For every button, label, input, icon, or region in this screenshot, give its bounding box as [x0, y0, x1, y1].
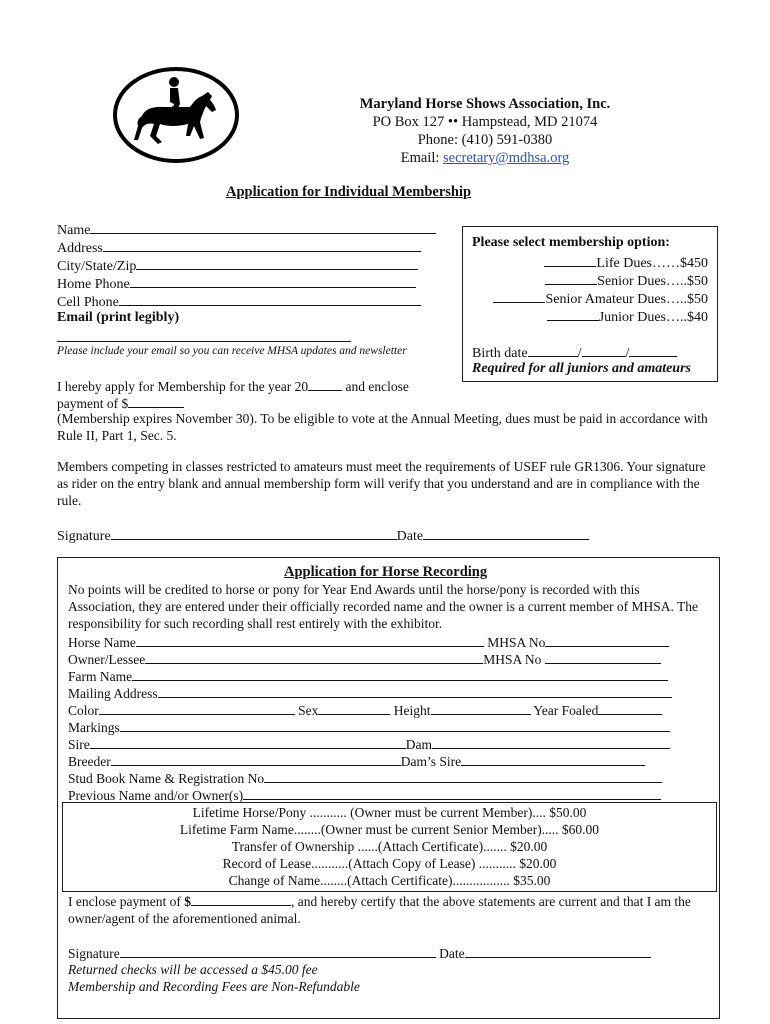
- apply-year-field[interactable]: I hereby apply for Membership for the year 20 and enclose: [57, 379, 409, 394]
- stud-book-field[interactable]: Stud Book Name & Registration No: [68, 769, 662, 787]
- color-row[interactable]: Color Sex Height Year Foaled: [68, 701, 662, 719]
- membership-signature-field[interactable]: Signature Date: [57, 526, 589, 545]
- options-title: Please select membership option:: [472, 235, 670, 250]
- recording-intro: No points will be credited to horse or pony for Year End Awards until the horse/pony is recorded with this Association, they are entered under their officially recorded name and the owner is a current member of MHSA. The responsibility for such recording shall rest entirely with the exhibitor.: [68, 582, 699, 631]
- email-note: Please include your email so you can receive MHSA updates and newsletter: [57, 345, 407, 357]
- fee-transfer: Transfer of Ownership ......(Attach Certificate)....... $20.00: [231, 839, 548, 854]
- sire-dam-row[interactable]: Sire Dam: [68, 735, 670, 753]
- mailing-address-field[interactable]: Mailing Address: [68, 684, 672, 702]
- markings-field[interactable]: Markings: [68, 718, 670, 736]
- enclose-payment-text[interactable]: I enclose payment of $ , and hereby certify that the above statements are current and that I am the owner/agent of the aforementioned animal.: [68, 894, 691, 926]
- amateur-text: Members competing in classes restricted to amateurs must meet the requirements of USEF rule GR1306. Your signature as rider on the entry blank and annual membership form will verify that you understand and are in compliance with the rule.: [57, 459, 706, 508]
- horse-name-field[interactable]: Horse Name MHSA No: [68, 633, 669, 651]
- birth-date-field[interactable]: Birth date / /: [472, 343, 677, 362]
- returned-checks-note: Returned checks will be accessed a $45.00 fee: [68, 962, 318, 977]
- expires-text: (Membership expires November 30). To be eligible to vote at the Annual Meeting, dues must be paid in accordance with Rule II, Part 1, Sec. 5.: [57, 411, 708, 443]
- payment-field[interactable]: payment of $: [57, 394, 184, 412]
- farm-name-field[interactable]: Farm Name: [68, 667, 668, 685]
- owner-field[interactable]: Owner/Lessee MHSA No: [68, 650, 661, 668]
- org-phone: Phone: (410) 591-0380: [417, 132, 553, 148]
- email-link[interactable]: secretary@mdhsa.org: [443, 150, 570, 166]
- recording-title: Application for Horse Recording: [284, 564, 488, 580]
- org-address: PO Box 127 •• Hampstead, MD 21074: [372, 114, 598, 130]
- home-phone-field[interactable]: Home Phone: [57, 274, 416, 293]
- option-junior[interactable]: Junior Dues…..$40: [547, 307, 708, 326]
- email-field-label: Email (print legibly): [57, 310, 180, 325]
- fee-lifetime-horse: Lifetime Horse/Pony ........... (Owner must be current Member).... $50.00: [192, 805, 587, 820]
- address-field[interactable]: Address: [57, 238, 421, 257]
- fee-change-name: Change of Name........(Attach Certificate)................. $35.00: [228, 873, 551, 888]
- city-state-zip-field[interactable]: City/State/Zip: [57, 256, 418, 275]
- membership-title: Application for Individual Membership: [226, 184, 472, 200]
- non-refundable-note: Membership and Recording Fees are Non-Refundable: [68, 979, 360, 994]
- option-senior[interactable]: Senior Dues…..$50: [545, 271, 708, 290]
- fee-lifetime-farm: Lifetime Farm Name........(Owner must be current Senior Member)..... $60.00: [179, 822, 600, 837]
- email-label: Email:: [400, 150, 444, 166]
- fee-lease: Record of Lease...........(Attach Copy of Lease) ........... $20.00: [222, 856, 557, 871]
- horse-and-rider-icon: [112, 66, 240, 164]
- cell-phone-field[interactable]: Cell Phone: [57, 292, 421, 311]
- previous-owner-field[interactable]: Previous Name and/or Owner(s): [68, 786, 661, 804]
- required-note: Required for all juniors and amateurs: [472, 361, 691, 376]
- option-life[interactable]: Life Dues……$450: [544, 253, 708, 272]
- option-senior-amateur[interactable]: Senior Amateur Dues…..$50: [493, 289, 708, 308]
- org-email-row: [330, 149, 640, 167]
- recording-signature-field[interactable]: Signature Date: [68, 944, 651, 962]
- email-field[interactable]: [57, 329, 351, 342]
- breeder-row[interactable]: Breeder Dam’s Sire: [68, 752, 645, 770]
- name-field[interactable]: Name: [57, 220, 436, 239]
- org-name: Maryland Horse Shows Association, Inc.: [359, 96, 611, 112]
